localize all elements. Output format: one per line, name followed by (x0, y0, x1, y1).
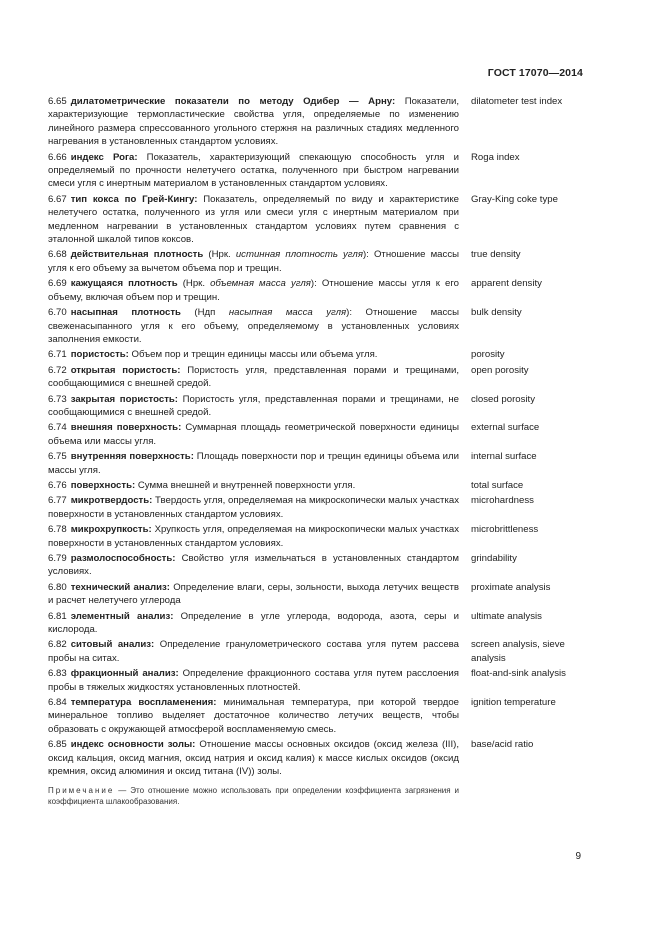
term-definition (48, 696, 459, 736)
term-name: индекс Рога: (70, 151, 138, 163)
term-english: screen analysis, sieve analysis (471, 639, 565, 664)
term-number: 6.71 (48, 349, 67, 361)
term-mid: ): (362, 249, 369, 261)
term-text: Свойство угля измельчаться в установленных стандартом условиях. (48, 553, 459, 578)
term-name: температура воспламенения: (70, 697, 217, 709)
term-number: 6.70 (48, 307, 67, 319)
term-number: 6.65 (48, 96, 67, 107)
term-text: Отношение массы основных оксидов (оксид железа (III), оксид кальция, оксид магния, оксид натрия и оксид калия) к массе кислых оксидов (оксид кремния, оксид алюминия и оксид титана (IV)) золы. (48, 739, 459, 778)
entries-container (48, 95, 588, 779)
note (48, 785, 459, 808)
term-number: 6.85 (48, 739, 67, 751)
term-english: open porosity (471, 364, 529, 376)
term-definition (48, 479, 459, 492)
term-number: 6.77 (48, 495, 67, 507)
term-english: microbrittleness (471, 524, 539, 536)
term-definition (48, 95, 459, 149)
term-text: минимальная температура, при которой твердое минеральное топливо выделяет достаточное количество летучих веществ, чтобы образовать с окружающей атмосферой воспламеняемую смесь. (48, 697, 460, 735)
term-entry (48, 248, 588, 275)
term-name: фракционный анализ: (70, 668, 179, 680)
term-deprecated: истинная плотность угля (235, 249, 363, 261)
term-text: Показатель, характеризующий спекающую способность угля и определяемый по прочности нелетучего остатка, полученного при быстром нагревании смеси угля с инертным материалом в установленных стандартом условиях. (48, 151, 460, 190)
term-text: Отношение массы свеженасыпанного угля к его объему, определяемому в установленных условиях заполнения емкости. (48, 307, 459, 345)
term-english: Gray-King coke type (471, 193, 558, 205)
term-definition (48, 193, 459, 247)
term-english: base/acid ratio (471, 739, 534, 751)
term-english: closed porosity (471, 393, 535, 405)
term-name: микрохрупкость: (70, 524, 152, 536)
term-text: Отношение массы угля к его объему за вычетом объема пор и трещин. (48, 249, 460, 274)
term-entry (48, 494, 588, 521)
term-entry (48, 193, 588, 247)
term-name: закрытая пористость: (70, 393, 178, 405)
term-deprecated: объемная масса угля (210, 278, 311, 290)
term-english: internal surface (471, 451, 537, 463)
term-english: total surface (471, 479, 524, 491)
term-text: Сумма внешней и внутренней поверхности угля. (135, 479, 356, 491)
term-entry (48, 95, 588, 149)
term-definition (48, 581, 459, 608)
term-text: Определение в угле углерода, водорода, азота, серы и кислорода. (48, 610, 459, 636)
note-label: Примечание (48, 785, 115, 795)
term-name: технический анализ: (70, 581, 170, 593)
term-text: Показатели, характеризующие термопластические свойства угля, определяемые по изменению линейного размера спрессованного угольного стержня на различных стадиях медленного нагревания в установленных стандартом условиях. (48, 96, 460, 148)
term-deprecated: насыпная масса угля (228, 307, 347, 319)
term-name: открытая пористость: (70, 364, 181, 376)
term-english: ultimate analysis (471, 610, 542, 622)
term-english: microhardness (471, 495, 534, 507)
term-name: внутренняя поверхность: (70, 451, 194, 463)
term-definition (48, 151, 459, 191)
term-number: 6.78 (48, 524, 67, 536)
term-entry (48, 667, 588, 694)
term-text: Пористость угля, представленная порами и трещинами, сообщающимися с внешней средой. (48, 364, 459, 390)
term-name: действительная плотность (70, 249, 204, 261)
term-entry (48, 581, 588, 608)
term-definition (48, 364, 459, 391)
term-name: пористость: (70, 349, 129, 361)
term-entry (48, 696, 588, 736)
term-english: true density (471, 249, 521, 261)
term-entry (48, 552, 588, 579)
term-text: Пористость угля, представленная порами и трещинами, не сообщающимися с внешней средой. (48, 393, 459, 418)
term-entry (48, 393, 588, 420)
term-english: ignition temperature (471, 697, 556, 709)
term-text: Твердость угля, определяемая на микроскопически малых участках поверхности в установленных стандартом условиях. (48, 495, 459, 520)
term-entry (48, 364, 588, 391)
term-number: 6.69 (48, 278, 67, 290)
term-number: 6.67 (48, 193, 67, 205)
term-definition (48, 277, 459, 304)
note-text: — Это отношение можно использовать при определении коэффициента загрязнения и коэффициента шлакообразования. (48, 785, 459, 806)
term-name: внешняя поверхность: (70, 422, 182, 434)
term-entry (48, 450, 588, 477)
term-text: Площадь поверхности пор и трещин единицы объема или массы угля. (48, 451, 459, 476)
term-number: 6.82 (48, 639, 67, 651)
term-definition (48, 667, 459, 694)
term-name: размолоспособность: (70, 553, 176, 564)
term-english: external surface (471, 422, 540, 434)
term-number: 6.79 (48, 553, 67, 564)
term-definition (48, 348, 459, 361)
term-entry (48, 348, 588, 361)
page-number: 9 (575, 851, 581, 862)
term-text: Отношение массы угля к его объему, включая объем пор и трещин. (48, 278, 460, 303)
term-english: float-and-sink analysis (471, 668, 566, 680)
term-number: 6.72 (48, 364, 67, 376)
term-number: 6.74 (48, 422, 67, 434)
term-definition (48, 393, 459, 420)
term-text: Суммарная площадь геометрической поверхности единицы объема или массы угля. (48, 422, 459, 447)
document-header: ГОСТ 17070—2014 (487, 67, 583, 79)
term-definition (48, 638, 459, 665)
term-entry (48, 421, 588, 448)
term-number: 6.84 (48, 697, 67, 709)
term-english: bulk density (471, 307, 522, 319)
term-entry (48, 523, 588, 550)
term-number: 6.73 (48, 393, 67, 405)
term-name: поверхность: (70, 479, 136, 491)
term-definition (48, 306, 459, 346)
term-entry (48, 738, 588, 778)
term-english: porosity (471, 349, 505, 361)
term-name: тип кокса по Грей-Кингу: (70, 193, 198, 205)
term-definition (48, 738, 459, 778)
term-text: Определение влаги, серы, зольности, выхода летучих веществ и расчет нелетучего углерода (48, 581, 459, 607)
term-definition (48, 450, 459, 477)
term-mid: ): (310, 278, 317, 290)
term-english: Roga index (471, 151, 520, 163)
term-name: кажущаяся плотность (70, 278, 178, 290)
term-definition (48, 248, 459, 275)
term-pre: (Нрк. (203, 249, 236, 261)
term-english: grindability (471, 553, 517, 564)
term-definition (48, 610, 459, 637)
term-text: Определение гранулометрического состава угля путем рассева пробы на ситах. (48, 639, 459, 664)
terms-list (48, 95, 588, 808)
term-entry (48, 610, 588, 637)
term-definition (48, 494, 459, 521)
term-entry (48, 638, 588, 665)
term-entry (48, 277, 588, 304)
term-number: 6.80 (48, 581, 67, 593)
term-name: дилатометрические показатели по методу Одибер — Арну: (70, 96, 396, 107)
term-entry (48, 151, 588, 191)
term-name: микротвердость: (70, 495, 153, 507)
term-english: proximate analysis (471, 581, 551, 593)
term-number: 6.75 (48, 451, 67, 463)
term-definition (48, 421, 459, 448)
term-number: 6.76 (48, 479, 67, 491)
term-entry (48, 479, 588, 492)
term-text: Определение фракционного состава угля путем расслоения пробы в тяжелых жидкостях установленных плотностей. (48, 668, 459, 693)
term-number: 6.83 (48, 668, 67, 680)
term-text: Объем пор и трещин единицы массы или объема угля. (128, 349, 378, 361)
term-pre: (Нрк. (177, 278, 211, 290)
term-name: ситовый анализ: (70, 639, 155, 651)
term-definition (48, 552, 459, 579)
term-mid: ): (346, 307, 353, 319)
term-text: Хрупкость угля, определяемая на микроскопически малых участках поверхности в установленных стандартом условиях. (48, 524, 459, 549)
term-number: 6.66 (48, 151, 67, 163)
term-name: насыпная плотность (70, 307, 181, 319)
term-entry (48, 306, 588, 346)
term-definition (48, 523, 459, 550)
term-english: dilatometer test index (471, 96, 563, 107)
term-text: Показатель, определяемый по виду и характеристике нелетучего остатка, полученного из угля или смеси угля с инертным материалом при медленном нагревании в установленных стандартом условиях путем сравнения с эталонной шкалой типов коксов. (48, 193, 459, 246)
term-number: 6.81 (48, 610, 67, 622)
term-name: индекс основности золы: (70, 739, 196, 751)
term-pre: (Ндп (180, 307, 229, 319)
term-name: элементный анализ: (70, 610, 174, 622)
term-number: 6.68 (48, 249, 67, 261)
term-english: apparent density (471, 278, 542, 290)
